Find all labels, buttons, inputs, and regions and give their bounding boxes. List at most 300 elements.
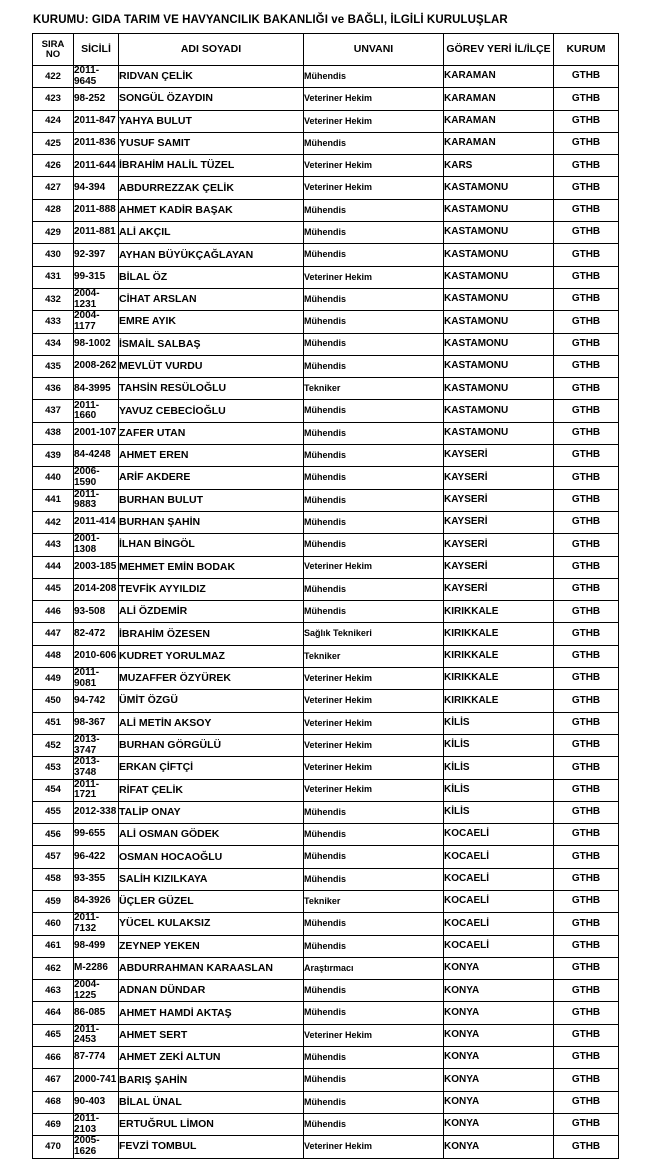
- table-row: [33, 177, 619, 199]
- cell-sira-no: 445: [33, 578, 74, 600]
- cell-sicili: 2011-9645: [74, 66, 119, 88]
- cell-sira-no: 433: [33, 311, 74, 333]
- cell-sira-no: 425: [33, 132, 74, 154]
- cell-sira-no: 459: [33, 890, 74, 912]
- table-row: [33, 890, 619, 912]
- table-header: [33, 34, 619, 66]
- cell-gorev-yeri: KONYA: [444, 980, 554, 1002]
- cell-gorev-yeri: KAYSERİ: [444, 556, 554, 578]
- table-body: [33, 66, 619, 1159]
- cell-kurum: GTHB: [554, 957, 619, 979]
- cell-unvani: Veteriner Hekim: [304, 668, 444, 690]
- cell-sira-no: 437: [33, 400, 74, 422]
- cell-gorev-yeri: KONYA: [444, 1091, 554, 1113]
- cell-gorev-yeri: KONYA: [444, 1047, 554, 1069]
- cell-sicili: 2008-262: [74, 355, 119, 377]
- cell-sira-no: 441: [33, 489, 74, 511]
- cell-sicili: 99-655: [74, 824, 119, 846]
- cell-sicili: 93-355: [74, 868, 119, 890]
- cell-unvani: Mühendis: [304, 244, 444, 266]
- cell-adi-soyadi: AHMET EREN: [119, 445, 304, 467]
- cell-adi-soyadi: AHMET SERT: [119, 1024, 304, 1046]
- table-row: [33, 1113, 619, 1135]
- cell-kurum: GTHB: [554, 422, 619, 444]
- cell-unvani: Mühendis: [304, 1047, 444, 1069]
- cell-sicili: 2011-881: [74, 222, 119, 244]
- cell-sicili: 98-499: [74, 935, 119, 957]
- cell-kurum: GTHB: [554, 645, 619, 667]
- cell-kurum: GTHB: [554, 846, 619, 868]
- cell-unvani: Mühendis: [304, 1069, 444, 1091]
- cell-adi-soyadi: ABDURRAHMAN KARAASLAN: [119, 957, 304, 979]
- cell-sira-no: 464: [33, 1002, 74, 1024]
- cell-gorev-yeri: KARAMAN: [444, 88, 554, 110]
- cell-gorev-yeri: KONYA: [444, 1024, 554, 1046]
- cell-sicili: 2004-1177: [74, 311, 119, 333]
- table-row: [33, 511, 619, 533]
- cell-gorev-yeri: KASTAMONU: [444, 177, 554, 199]
- cell-adi-soyadi: MEVLÜT VURDU: [119, 355, 304, 377]
- cell-sira-no: 468: [33, 1091, 74, 1113]
- cell-gorev-yeri: KASTAMONU: [444, 266, 554, 288]
- cell-gorev-yeri: KONYA: [444, 1069, 554, 1091]
- cell-kurum: GTHB: [554, 623, 619, 645]
- cell-unvani: Mühendis: [304, 311, 444, 333]
- cell-kurum: GTHB: [554, 690, 619, 712]
- cell-sicili: 2004-1225: [74, 980, 119, 1002]
- cell-unvani: Veteriner Hekim: [304, 734, 444, 756]
- cell-gorev-yeri: KASTAMONU: [444, 311, 554, 333]
- cell-adi-soyadi: BURHAN ŞAHİN: [119, 511, 304, 533]
- cell-kurum: GTHB: [554, 88, 619, 110]
- cell-sicili: 2001-1308: [74, 534, 119, 556]
- cell-gorev-yeri: KARAMAN: [444, 110, 554, 132]
- cell-unvani: Veteriner Hekim: [304, 177, 444, 199]
- cell-adi-soyadi: YAVUZ CEBECİOĞLU: [119, 400, 304, 422]
- cell-unvani: Mühendis: [304, 511, 444, 533]
- column-header-unvani: UNVANI: [304, 34, 444, 66]
- cell-sira-no: 462: [33, 957, 74, 979]
- cell-adi-soyadi: MEHMET EMİN BODAK: [119, 556, 304, 578]
- cell-unvani: Mühendis: [304, 534, 444, 556]
- table-row: [33, 601, 619, 623]
- cell-kurum: GTHB: [554, 511, 619, 533]
- cell-adi-soyadi: EMRE AYIK: [119, 311, 304, 333]
- cell-sicili: 86-085: [74, 1002, 119, 1024]
- cell-sira-no: 458: [33, 868, 74, 890]
- cell-adi-soyadi: İBRAHİM HALİL TÜZEL: [119, 155, 304, 177]
- cell-gorev-yeri: KASTAMONU: [444, 222, 554, 244]
- cell-gorev-yeri: KOCAELİ: [444, 868, 554, 890]
- cell-adi-soyadi: İLHAN BİNGÖL: [119, 534, 304, 556]
- cell-unvani: Mühendis: [304, 489, 444, 511]
- table-row: [33, 868, 619, 890]
- cell-kurum: GTHB: [554, 668, 619, 690]
- cell-kurum: GTHB: [554, 1047, 619, 1069]
- cell-unvani: Veteriner Hekim: [304, 779, 444, 801]
- cell-gorev-yeri: KOCAELİ: [444, 824, 554, 846]
- cell-sira-no: 424: [33, 110, 74, 132]
- cell-kurum: GTHB: [554, 712, 619, 734]
- cell-kurum: GTHB: [554, 66, 619, 88]
- column-header-sira-no-line2: NO: [45, 48, 61, 60]
- table-row: [33, 578, 619, 600]
- table-row: [33, 690, 619, 712]
- cell-unvani: Mühendis: [304, 1091, 444, 1113]
- cell-sicili: 2013-3747: [74, 734, 119, 756]
- table-row: [33, 1047, 619, 1069]
- cell-adi-soyadi: ADNAN DÜNDAR: [119, 980, 304, 1002]
- table-row: [33, 957, 619, 979]
- cell-adi-soyadi: İSMAİL SALBAŞ: [119, 333, 304, 355]
- cell-adi-soyadi: ALİ METİN AKSOY: [119, 712, 304, 734]
- cell-kurum: GTHB: [554, 355, 619, 377]
- table-row: [33, 222, 619, 244]
- table-row: [33, 110, 619, 132]
- cell-sicili: 84-4248: [74, 445, 119, 467]
- column-header-kurum: KURUM: [554, 34, 619, 66]
- cell-sira-no: 440: [33, 467, 74, 489]
- cell-sira-no: 452: [33, 734, 74, 756]
- cell-kurum: GTHB: [554, 868, 619, 890]
- table-row: [33, 355, 619, 377]
- cell-gorev-yeri: KAYSERİ: [444, 467, 554, 489]
- cell-sira-no: 438: [33, 422, 74, 444]
- cell-kurum: GTHB: [554, 333, 619, 355]
- cell-sira-no: 470: [33, 1136, 74, 1158]
- table-row: [33, 712, 619, 734]
- cell-adi-soyadi: MUZAFFER ÖZYÜREK: [119, 668, 304, 690]
- cell-sira-no: 431: [33, 266, 74, 288]
- cell-gorev-yeri: KAYSERİ: [444, 445, 554, 467]
- cell-sira-no: 428: [33, 199, 74, 221]
- cell-kurum: GTHB: [554, 1136, 619, 1158]
- column-header-sicili: SİCİLİ: [74, 34, 119, 66]
- cell-kurum: GTHB: [554, 534, 619, 556]
- cell-sira-no: 455: [33, 801, 74, 823]
- cell-kurum: GTHB: [554, 110, 619, 132]
- cell-kurum: GTHB: [554, 489, 619, 511]
- cell-adi-soyadi: TEVFİK AYYILDIZ: [119, 578, 304, 600]
- cell-kurum: GTHB: [554, 445, 619, 467]
- cell-unvani: Mühendis: [304, 132, 444, 154]
- cell-sicili: 2011-836: [74, 132, 119, 154]
- cell-adi-soyadi: BURHAN BULUT: [119, 489, 304, 511]
- cell-sicili: 2011-1660: [74, 400, 119, 422]
- cell-sira-no: 451: [33, 712, 74, 734]
- table-row: [33, 801, 619, 823]
- cell-sira-no: 426: [33, 155, 74, 177]
- cell-sicili: 2011-9883: [74, 489, 119, 511]
- cell-unvani: Mühendis: [304, 422, 444, 444]
- cell-gorev-yeri: KIRIKKALE: [444, 668, 554, 690]
- cell-gorev-yeri: KONYA: [444, 957, 554, 979]
- cell-sira-no: 449: [33, 668, 74, 690]
- cell-unvani: Mühendis: [304, 199, 444, 221]
- cell-unvani: Mühendis: [304, 935, 444, 957]
- cell-adi-soyadi: BİLAL ÜNAL: [119, 1091, 304, 1113]
- cell-sira-no: 447: [33, 623, 74, 645]
- cell-unvani: Mühendis: [304, 578, 444, 600]
- cell-adi-soyadi: İBRAHİM ÖZESEN: [119, 623, 304, 645]
- table-row: [33, 824, 619, 846]
- cell-kurum: GTHB: [554, 757, 619, 779]
- cell-sira-no: 461: [33, 935, 74, 957]
- cell-unvani: Mühendis: [304, 980, 444, 1002]
- cell-sira-no: 423: [33, 88, 74, 110]
- cell-kurum: GTHB: [554, 132, 619, 154]
- cell-unvani: Veteriner Hekim: [304, 1024, 444, 1046]
- cell-adi-soyadi: YAHYA BULUT: [119, 110, 304, 132]
- cell-adi-soyadi: SALİH KIZILKAYA: [119, 868, 304, 890]
- cell-gorev-yeri: KAYSERİ: [444, 578, 554, 600]
- cell-adi-soyadi: BARIŞ ŞAHİN: [119, 1069, 304, 1091]
- cell-kurum: GTHB: [554, 1091, 619, 1113]
- cell-gorev-yeri: KİLİS: [444, 734, 554, 756]
- cell-kurum: GTHB: [554, 288, 619, 310]
- cell-sira-no: 436: [33, 378, 74, 400]
- column-header-sira-no-line1: SIRA: [41, 38, 65, 50]
- cell-sicili: 2011-2103: [74, 1113, 119, 1135]
- cell-adi-soyadi: AYHAN BÜYÜKÇAĞLAYAN: [119, 244, 304, 266]
- cell-sicili: 2011-9081: [74, 668, 119, 690]
- cell-gorev-yeri: KİLİS: [444, 801, 554, 823]
- table-row: [33, 913, 619, 935]
- cell-gorev-yeri: KARS: [444, 155, 554, 177]
- cell-gorev-yeri: KAYSERİ: [444, 511, 554, 533]
- table-row: [33, 668, 619, 690]
- table-row: [33, 422, 619, 444]
- cell-adi-soyadi: YÜCEL KULAKSIZ: [119, 913, 304, 935]
- cell-kurum: GTHB: [554, 734, 619, 756]
- cell-adi-soyadi: BURHAN GÖRGÜLÜ: [119, 734, 304, 756]
- cell-sira-no: 430: [33, 244, 74, 266]
- cell-kurum: GTHB: [554, 913, 619, 935]
- cell-unvani: Mühendis: [304, 288, 444, 310]
- cell-sicili: 98-252: [74, 88, 119, 110]
- page-title: KURUMU: GIDA TARIM VE HAVYANCILIK BAKANLIĞI ve BAĞLI, İLGİLİ KURULUŞLAR: [33, 14, 508, 26]
- cell-sicili: 87-774: [74, 1047, 119, 1069]
- cell-unvani: Mühendis: [304, 824, 444, 846]
- cell-sicili: 2001-107: [74, 422, 119, 444]
- cell-gorev-yeri: KONYA: [444, 1136, 554, 1158]
- cell-kurum: GTHB: [554, 601, 619, 623]
- cell-kurum: GTHB: [554, 1069, 619, 1091]
- cell-sicili: 2011-644: [74, 155, 119, 177]
- cell-gorev-yeri: KASTAMONU: [444, 333, 554, 355]
- table-row: [33, 66, 619, 88]
- cell-adi-soyadi: BİLAL ÖZ: [119, 266, 304, 288]
- cell-adi-soyadi: ZAFER UTAN: [119, 422, 304, 444]
- cell-sicili: 94-742: [74, 690, 119, 712]
- cell-kurum: GTHB: [554, 980, 619, 1002]
- cell-gorev-yeri: KIRIKKALE: [444, 690, 554, 712]
- cell-sira-no: 444: [33, 556, 74, 578]
- cell-kurum: GTHB: [554, 578, 619, 600]
- table-row: [33, 623, 619, 645]
- cell-gorev-yeri: KOCAELİ: [444, 935, 554, 957]
- table-row: [33, 333, 619, 355]
- cell-sicili: 2011-414: [74, 511, 119, 533]
- personnel-registry-table: [32, 33, 619, 1159]
- cell-gorev-yeri: KIRIKKALE: [444, 623, 554, 645]
- cell-sicili: 2010-606: [74, 645, 119, 667]
- cell-kurum: GTHB: [554, 222, 619, 244]
- cell-unvani: Veteriner Hekim: [304, 155, 444, 177]
- cell-sicili: 93-508: [74, 601, 119, 623]
- cell-sira-no: 453: [33, 757, 74, 779]
- cell-adi-soyadi: RİFAT ÇELİK: [119, 779, 304, 801]
- cell-unvani: Mühendis: [304, 400, 444, 422]
- cell-unvani: Mühendis: [304, 467, 444, 489]
- table-row: [33, 445, 619, 467]
- cell-gorev-yeri: KIRIKKALE: [444, 645, 554, 667]
- cell-sicili: 2011-1721: [74, 779, 119, 801]
- table-row: [33, 757, 619, 779]
- cell-sicili: 2000-741: [74, 1069, 119, 1091]
- cell-kurum: GTHB: [554, 824, 619, 846]
- cell-kurum: GTHB: [554, 244, 619, 266]
- cell-sicili: 2006-1590: [74, 467, 119, 489]
- cell-sicili: 94-394: [74, 177, 119, 199]
- table-row: [33, 467, 619, 489]
- table-row: [33, 288, 619, 310]
- table-row: [33, 88, 619, 110]
- cell-adi-soyadi: AHMET HAMDİ AKTAŞ: [119, 1002, 304, 1024]
- cell-sicili: 98-367: [74, 712, 119, 734]
- cell-adi-soyadi: TAHSİN RESÜLOĞLU: [119, 378, 304, 400]
- cell-adi-soyadi: KUDRET YORULMAZ: [119, 645, 304, 667]
- cell-sira-no: 442: [33, 511, 74, 533]
- cell-unvani: Mühendis: [304, 222, 444, 244]
- table-row: [33, 1069, 619, 1091]
- cell-sira-no: 467: [33, 1069, 74, 1091]
- table-row: [33, 400, 619, 422]
- cell-kurum: GTHB: [554, 890, 619, 912]
- cell-sira-no: 435: [33, 355, 74, 377]
- cell-adi-soyadi: ABDURREZZAK ÇELİK: [119, 177, 304, 199]
- cell-sicili: 82-472: [74, 623, 119, 645]
- cell-sira-no: 439: [33, 445, 74, 467]
- cell-gorev-yeri: KİLİS: [444, 712, 554, 734]
- cell-sira-no: 443: [33, 534, 74, 556]
- cell-adi-soyadi: RIDVAN ÇELİK: [119, 66, 304, 88]
- cell-sira-no: 456: [33, 824, 74, 846]
- cell-unvani: Veteriner Hekim: [304, 88, 444, 110]
- cell-sicili: 2011-7132: [74, 913, 119, 935]
- table-row: [33, 1024, 619, 1046]
- cell-gorev-yeri: KOCAELİ: [444, 913, 554, 935]
- column-header-adi-soyadi: ADI SOYADI: [119, 34, 304, 66]
- cell-adi-soyadi: ERTUĞRUL LİMON: [119, 1113, 304, 1135]
- cell-sira-no: 429: [33, 222, 74, 244]
- cell-adi-soyadi: FEVZİ TOMBUL: [119, 1136, 304, 1158]
- cell-sicili: 2005-1626: [74, 1136, 119, 1158]
- cell-sicili: 2014-208: [74, 578, 119, 600]
- cell-sicili: 90-403: [74, 1091, 119, 1113]
- cell-adi-soyadi: AHMET KADİR BAŞAK: [119, 199, 304, 221]
- cell-sicili: 84-3926: [74, 890, 119, 912]
- cell-sira-no: 446: [33, 601, 74, 623]
- cell-sicili: 98-1002: [74, 333, 119, 355]
- cell-unvani: Mühendis: [304, 1113, 444, 1135]
- cell-kurum: GTHB: [554, 1113, 619, 1135]
- cell-sira-no: 460: [33, 913, 74, 935]
- cell-sicili: 2011-2453: [74, 1024, 119, 1046]
- cell-adi-soyadi: CİHAT ARSLAN: [119, 288, 304, 310]
- table-row: [33, 779, 619, 801]
- cell-kurum: GTHB: [554, 378, 619, 400]
- cell-kurum: GTHB: [554, 177, 619, 199]
- cell-kurum: GTHB: [554, 311, 619, 333]
- table-row: [33, 311, 619, 333]
- cell-adi-soyadi: ARİF AKDERE: [119, 467, 304, 489]
- cell-unvani: Veteriner Hekim: [304, 757, 444, 779]
- cell-sicili: 2011-888: [74, 199, 119, 221]
- cell-sira-no: 454: [33, 779, 74, 801]
- cell-gorev-yeri: KİLİS: [444, 779, 554, 801]
- cell-gorev-yeri: KARAMAN: [444, 132, 554, 154]
- cell-unvani: Veteriner Hekim: [304, 690, 444, 712]
- cell-sicili: M-2286: [74, 957, 119, 979]
- cell-gorev-yeri: KARAMAN: [444, 66, 554, 88]
- cell-kurum: GTHB: [554, 199, 619, 221]
- cell-unvani: Mühendis: [304, 355, 444, 377]
- cell-adi-soyadi: SONGÜL ÖZAYDIN: [119, 88, 304, 110]
- cell-gorev-yeri: KAYSERİ: [444, 489, 554, 511]
- cell-kurum: GTHB: [554, 266, 619, 288]
- cell-gorev-yeri: KONYA: [444, 1002, 554, 1024]
- cell-unvani: Veteriner Hekim: [304, 110, 444, 132]
- cell-unvani: Tekniker: [304, 890, 444, 912]
- table-row: [33, 155, 619, 177]
- table-row: [33, 846, 619, 868]
- cell-adi-soyadi: OSMAN HOCAOĞLU: [119, 846, 304, 868]
- column-header-sira-no: [33, 34, 74, 66]
- cell-gorev-yeri: KASTAMONU: [444, 244, 554, 266]
- cell-kurum: GTHB: [554, 935, 619, 957]
- cell-unvani: Mühendis: [304, 846, 444, 868]
- table-row: [33, 556, 619, 578]
- cell-gorev-yeri: KOCAELİ: [444, 890, 554, 912]
- cell-kurum: GTHB: [554, 155, 619, 177]
- cell-kurum: GTHB: [554, 556, 619, 578]
- cell-kurum: GTHB: [554, 801, 619, 823]
- cell-kurum: GTHB: [554, 1024, 619, 1046]
- table-row: [33, 1002, 619, 1024]
- cell-unvani: Mühendis: [304, 601, 444, 623]
- cell-unvani: Mühendis: [304, 913, 444, 935]
- table-row: [33, 1136, 619, 1158]
- cell-adi-soyadi: ALİ ÖZDEMİR: [119, 601, 304, 623]
- cell-gorev-yeri: KONYA: [444, 1113, 554, 1135]
- cell-unvani: Mühendis: [304, 445, 444, 467]
- cell-sicili: 2011-847: [74, 110, 119, 132]
- cell-sicili: 2003-185: [74, 556, 119, 578]
- cell-sira-no: 448: [33, 645, 74, 667]
- cell-gorev-yeri: KASTAMONU: [444, 288, 554, 310]
- cell-unvani: Veteriner Hekim: [304, 712, 444, 734]
- cell-sira-no: 422: [33, 66, 74, 88]
- cell-adi-soyadi: TALİP ONAY: [119, 801, 304, 823]
- cell-sira-no: 434: [33, 333, 74, 355]
- cell-sira-no: 469: [33, 1113, 74, 1135]
- table-row: [33, 244, 619, 266]
- cell-sicili: 84-3995: [74, 378, 119, 400]
- cell-sira-no: 463: [33, 980, 74, 1002]
- cell-adi-soyadi: YUSUF SAMIT: [119, 132, 304, 154]
- table-row: [33, 199, 619, 221]
